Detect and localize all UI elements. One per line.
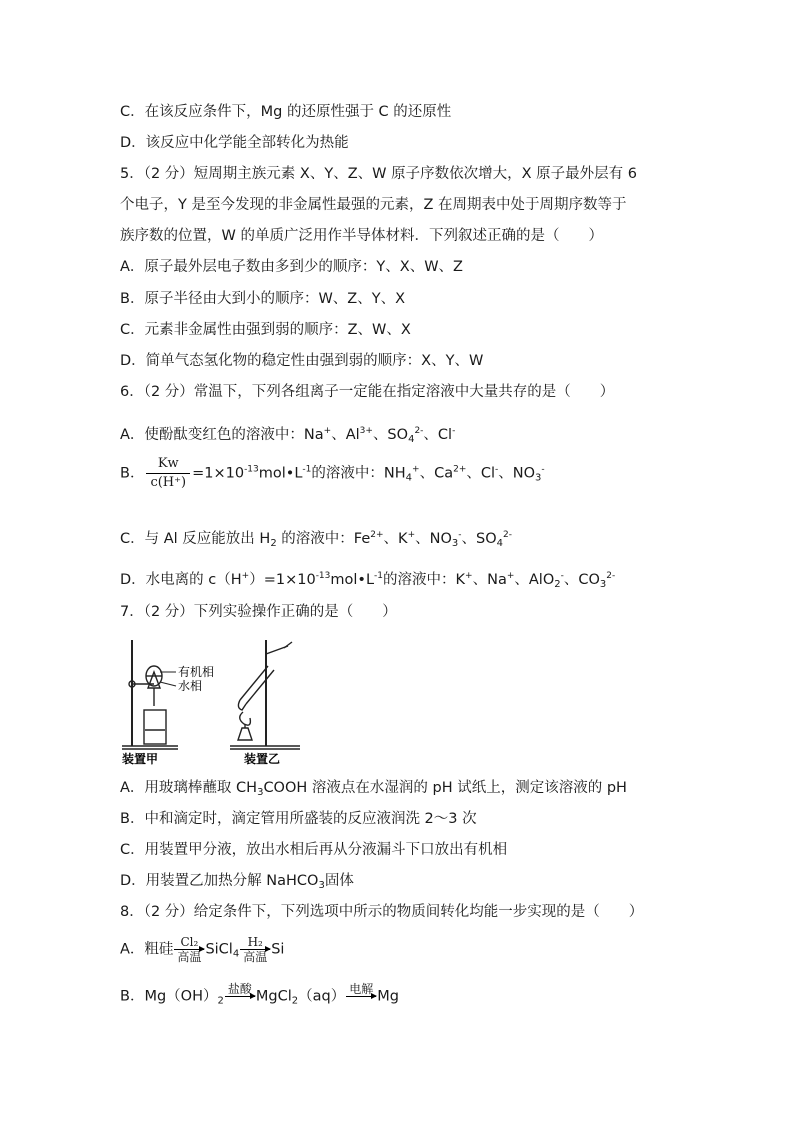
q8-option-a: A．粗硅 Cl₂ 高温 SiCl$_4$ H₂ 高温 Si (120, 935, 285, 964)
q5-stem-line2: 个电子，Y 是至今发现的非金属性最强的元素，Z 在周期表中处于周期序数等于 (120, 197, 627, 213)
q7-option-b: B．中和滴定时，滴定管用所盛装的反应液润洗 2～3 次 (120, 811, 477, 827)
q8-stem: 8．（2 分）给定条件下，下列选项中所示的物质间转化均能一步实现的是（ ） (120, 904, 644, 920)
apparatus-svg (118, 636, 308, 766)
q5-option-a: A．原子最外层电子数由多到少的顺序：Y、X、W、Z (120, 259, 463, 275)
q4-option-d: D．该反应中化学能全部转化为热能 (120, 135, 349, 151)
q4-option-c: C．在该反应条件下，Mg 的还原性强于 C 的还原性 (120, 104, 452, 120)
q7-option-d: D．用装置乙加热分解 NaHCO$_3$固体 (120, 873, 354, 891)
q7-option-c: C．用装置甲分液，放出水相后再从分液漏斗下口放出有机相 (120, 842, 508, 858)
q6-option-b: B． $\frac{Kw}{c(H^+)}$ $=1\times 10^{-13}mol•L^{-1}$的溶液中：$NH_4^+$、$Ca^{2+}$、Cl-、$NO_3^-$ (120, 456, 545, 490)
reaction-arrow-2: H₂ 高温 (240, 935, 270, 964)
apparatus-b-drawing (230, 640, 300, 749)
q7-option-a: A．用玻璃棒蘸取 $CH_3COOH$ 溶液点在水湿润的 pH 试纸上，测定该溶液的 pH (120, 780, 627, 798)
q6-option-d: D．水电离的 $c(H^+)=1\times 10^{-13}mol•L^{-1}$的溶液中：K+、Na+、AlO$_2$-、$CO_3^{2-}$ (120, 571, 616, 590)
q5-option-d: D．简单气态氢化物的稳定性由强到弱的顺序：X、Y、W (120, 353, 484, 369)
reaction-arrow-3: 盐酸 (225, 982, 255, 1011)
caption-apparatus-a: 装置甲 (122, 752, 159, 766)
label-organic-phase: 有机相 (178, 665, 215, 679)
q6-option-c: C．与 Al 反应能放出 $H_2$ 的溶液中：$Fe^{2+}$、K+、$NO_3^-$、$SO_4^{2-}$ (120, 530, 512, 549)
reaction-arrow-4: 电解 (346, 982, 376, 1011)
caption-apparatus-b: 装置乙 (244, 752, 281, 766)
label-water-phase: 水相 (178, 679, 203, 693)
q5-option-b: B．原子半径由大到小的顺序：W、Z、Y、X (120, 291, 406, 307)
q5-stem-line1: 5．（2 分）短周期主族元素 X、Y、Z、W 原子序数依次增大，X 原子最外层有 6 (120, 166, 637, 182)
q8-option-b: B．$Mg(OH)_2$ 盐酸 MgCl$_2$（aq） 电解 Mg (120, 982, 399, 1016)
q6-stem: 6．（2 分）常温下，下列各组离子一定能在指定溶液中大量共存的是（ ） (120, 384, 615, 400)
kw-fraction: $\frac{Kw}{c(H^+)}$ (146, 456, 190, 491)
apparatus-a-drawing (122, 640, 178, 749)
reaction-arrow-1: Cl₂ 高温 (174, 935, 204, 964)
q6-option-a: A．使酚酞变红色的溶液中：Na+、$Al^{3+}$、$SO_4^{2-}$、Cl- (120, 426, 456, 445)
q7-stem: 7．（2 分）下列实验操作正确的是（ ） (120, 604, 397, 620)
q5-stem-line3: 族序数的位置，W 的单质广泛用作半导体材料．下列叙述正确的是（ ） (120, 228, 603, 244)
apparatus-figure (118, 636, 308, 766)
q5-option-c: C．元素非金属性由强到弱的顺序：Z、W、X (120, 322, 411, 338)
